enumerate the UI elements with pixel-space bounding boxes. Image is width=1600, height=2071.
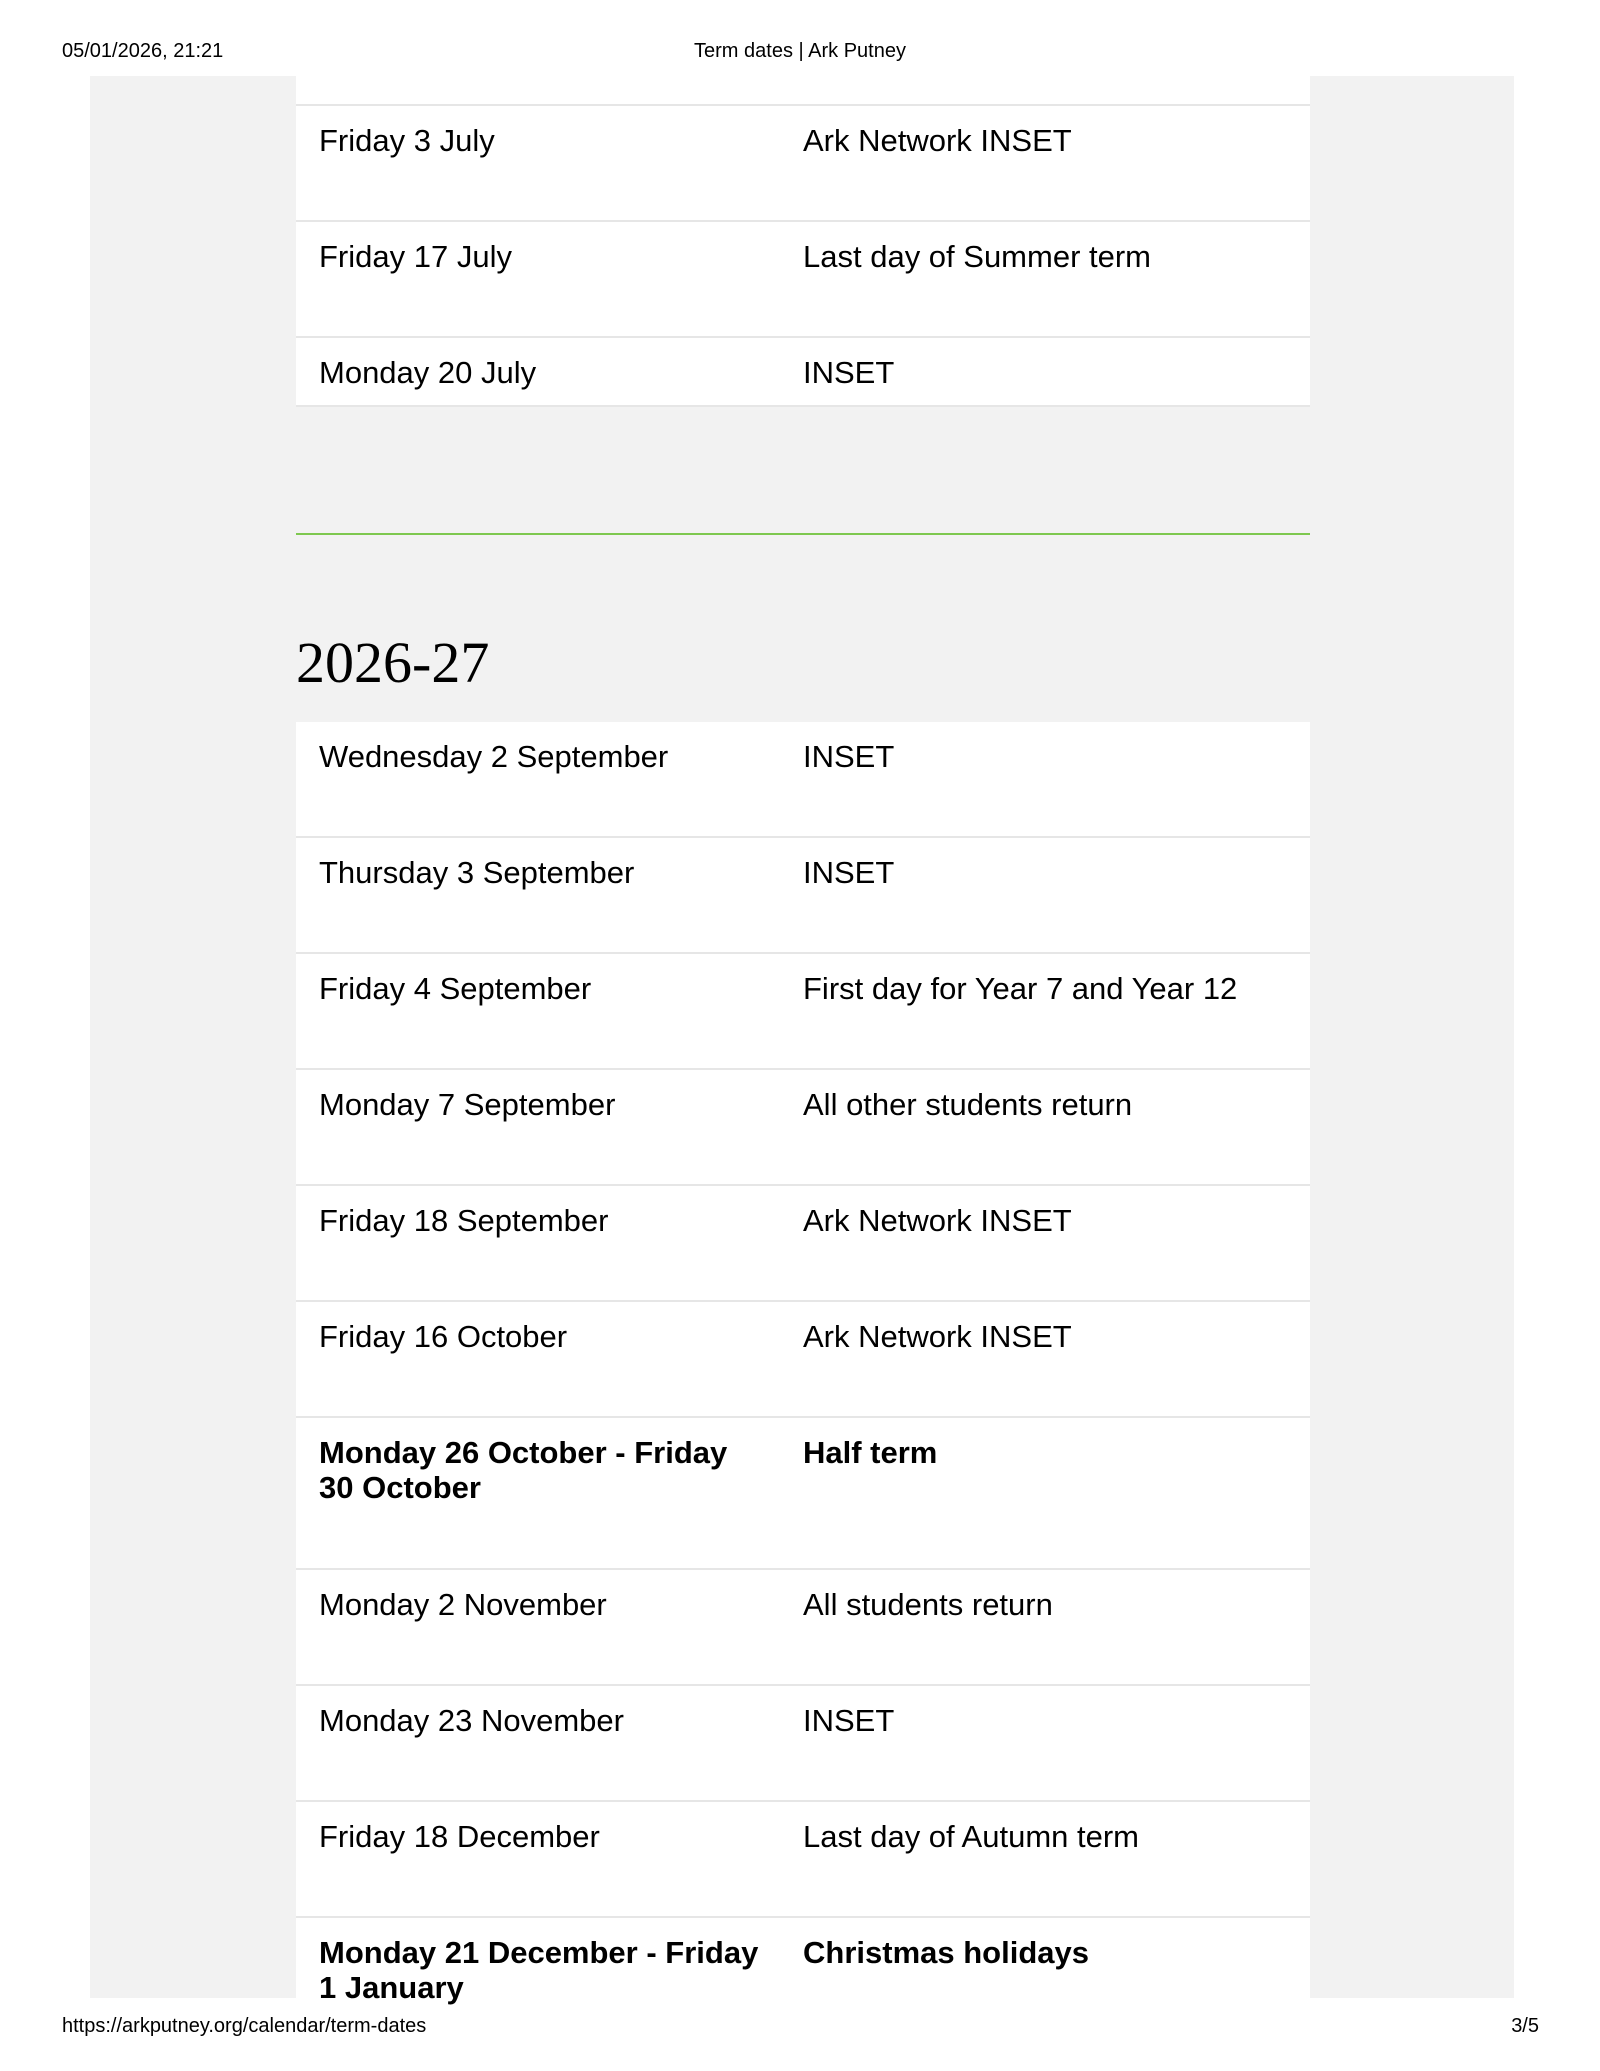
date-cell: Monday 7 September bbox=[319, 1087, 616, 1122]
table-row bbox=[296, 838, 1310, 954]
table-row-cutoff bbox=[296, 76, 1310, 106]
date-cell: Monday 23 November bbox=[319, 1703, 624, 1738]
event-cell: Ark Network INSET bbox=[803, 1319, 1072, 1354]
table-row bbox=[296, 1186, 1310, 1302]
table-row bbox=[296, 338, 1310, 407]
print-header bbox=[0, 0, 1600, 76]
date-cell: Friday 18 September bbox=[319, 1203, 609, 1238]
event-cell: Ark Network INSET bbox=[803, 1203, 1072, 1238]
term-dates-table-previous bbox=[296, 76, 1310, 407]
table-row bbox=[296, 1570, 1310, 1686]
date-cell: Monday 26 October - Friday 30 October bbox=[319, 1435, 728, 1505]
print-footer bbox=[0, 2010, 1600, 2050]
date-cell: Friday 4 September bbox=[319, 971, 592, 1006]
date-cell: Friday 16 October bbox=[319, 1319, 568, 1354]
event-cell: Half term bbox=[803, 1435, 938, 1470]
event-cell: INSET bbox=[803, 355, 895, 390]
table-row bbox=[296, 1802, 1310, 1918]
print-datetime: 05/01/2026, 21:21 bbox=[62, 40, 224, 62]
event-cell: First day for Year 7 and Year 12 bbox=[803, 971, 1238, 1006]
table-row bbox=[296, 954, 1310, 1070]
table-row-holiday bbox=[296, 1418, 1310, 1570]
event-cell: INSET bbox=[803, 855, 895, 890]
date-cell: Monday 2 November bbox=[319, 1587, 607, 1622]
event-cell: All students return bbox=[803, 1587, 1053, 1622]
table-row bbox=[296, 1302, 1310, 1418]
table-row bbox=[296, 1686, 1310, 1802]
event-cell: Last day of Summer term bbox=[803, 239, 1152, 274]
date-cell: Friday 3 July bbox=[319, 123, 495, 158]
print-url: https://arkputney.org/calendar/term-dates bbox=[62, 2015, 427, 2037]
event-cell: Christmas holidays bbox=[803, 1935, 1089, 1970]
date-cell: Friday 18 December bbox=[319, 1819, 600, 1854]
date-cell: Monday 21 December - Friday 1 January bbox=[319, 1935, 759, 2005]
term-dates-table bbox=[296, 722, 1310, 2004]
event-cell: INSET bbox=[803, 1703, 895, 1738]
page-number: 3/5 bbox=[1511, 2015, 1539, 2037]
table-row bbox=[296, 722, 1310, 838]
date-cell: Thursday 3 September bbox=[319, 855, 635, 890]
date-cell: Friday 17 July bbox=[319, 239, 512, 274]
print-page-title: Term dates | Ark Putney bbox=[694, 40, 906, 62]
table-row bbox=[296, 222, 1310, 338]
table-row bbox=[296, 1070, 1310, 1186]
section-divider bbox=[296, 533, 1310, 535]
event-cell: All other students return bbox=[803, 1087, 1133, 1122]
event-cell: INSET bbox=[803, 739, 895, 774]
date-cell: Wednesday 2 September bbox=[319, 739, 669, 774]
table-row bbox=[296, 106, 1310, 222]
event-cell: Last day of Autumn term bbox=[803, 1819, 1140, 1854]
event-cell: Ark Network INSET bbox=[803, 123, 1072, 158]
date-cell: Monday 20 July bbox=[319, 355, 537, 390]
table-row-holiday bbox=[296, 1918, 1310, 2004]
year-heading: 2026-27 bbox=[296, 630, 490, 695]
